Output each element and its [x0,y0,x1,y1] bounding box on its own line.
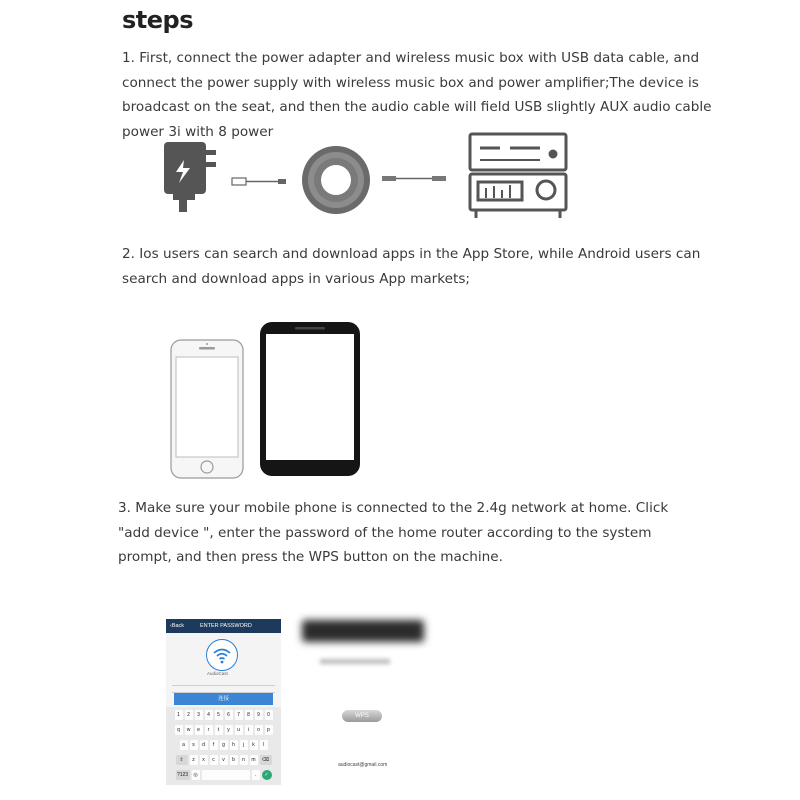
key[interactable]: d [200,740,208,750]
key[interactable]: i [245,725,253,735]
wifi-icon [206,639,238,671]
key[interactable]: a [180,740,188,750]
password-screen-title: ENTER PASSWORD [200,623,252,629]
step-2-text: 2. Ios users can search and download apps in the App Store, while Android users can search and download apps in various App markets; [122,246,701,287]
connect-button[interactable]: 连接 [174,693,273,705]
key[interactable]: e [195,725,203,735]
key[interactable]: q [175,725,183,735]
backspace-key[interactable]: ⌫ [260,755,272,765]
key[interactable]: s [190,740,198,750]
keyboard [166,707,281,785]
step-2-illustration [168,320,368,480]
page-title: steps [122,6,193,34]
key[interactable]: 0 [265,710,273,720]
key[interactable]: f [210,740,218,750]
check-icon[interactable]: ✓ [262,770,272,780]
back-button[interactable]: ‹Back [170,623,185,629]
key[interactable]: 2 [185,710,193,720]
key[interactable]: 5 [215,710,223,720]
shift-key[interactable]: ⇧ [176,755,188,765]
password-screen [166,619,281,785]
mode-key[interactable]: ?123 [176,772,189,778]
step-3-text: 3. Make sure your mobile phone is connected to the 2.4g network at home. Click "add device ", enter the password of the home router according to the system prompt, and then press the WPS button on the machine. [118,500,669,565]
key[interactable]: o [255,725,263,735]
period-key[interactable]: . [252,770,260,780]
key[interactable]: 1 [175,710,183,720]
key[interactable]: y [225,725,233,735]
key[interactable]: c [210,755,218,765]
key[interactable]: 9 [255,710,263,720]
key[interactable]: l [260,740,268,750]
key[interactable]: t [215,725,223,735]
blurred-text [320,659,390,664]
key[interactable]: j [240,740,248,750]
key[interactable]: x [200,755,208,765]
key[interactable]: 6 [225,710,233,720]
key[interactable]: n [240,755,248,765]
android-phone-icon [260,322,360,476]
password-field[interactable] [172,686,275,693]
step-1-illustration [160,128,580,223]
iphone-icon [171,340,243,478]
key[interactable]: w [185,725,193,735]
usb-cable-icon [232,178,286,185]
ssid-field[interactable] [172,679,275,686]
key[interactable]: p [265,725,273,735]
blurred-header [302,620,424,642]
key[interactable]: z [190,755,198,765]
wps-button[interactable]: WPS [342,710,382,722]
power-adapter-icon [164,142,216,212]
key[interactable]: m [251,757,256,763]
wps-screen [298,612,428,787]
contact-email: audiocast@gmail.com [338,762,388,768]
step-1-text: 1. First, connect the power adapter and wireless music box with USB data cable, and connect the power supply with wireless music box and power amplifier;The device is broadcast on the seat, and then the audio cable will field USB slightly AUX audio cable power 3i with 8 power [122,50,712,140]
amplifier-icon [470,134,566,218]
wifi-label: AudioCast [207,671,228,676]
key[interactable]: u [235,725,243,735]
key[interactable]: v [220,755,228,765]
globe-icon[interactable]: ◎ [193,772,198,778]
space-key[interactable] [202,770,250,780]
aux-cable-icon [382,176,446,181]
password-header [166,619,281,633]
key[interactable]: 8 [245,710,253,720]
key[interactable]: b [230,755,238,765]
key[interactable]: g [220,740,228,750]
key[interactable]: h [230,740,238,750]
key[interactable]: 7 [235,710,243,720]
key[interactable]: 4 [205,710,213,720]
key[interactable]: r [205,725,213,735]
key[interactable]: 3 [195,710,203,720]
music-box-icon [302,146,370,214]
key[interactable]: k [250,740,258,750]
